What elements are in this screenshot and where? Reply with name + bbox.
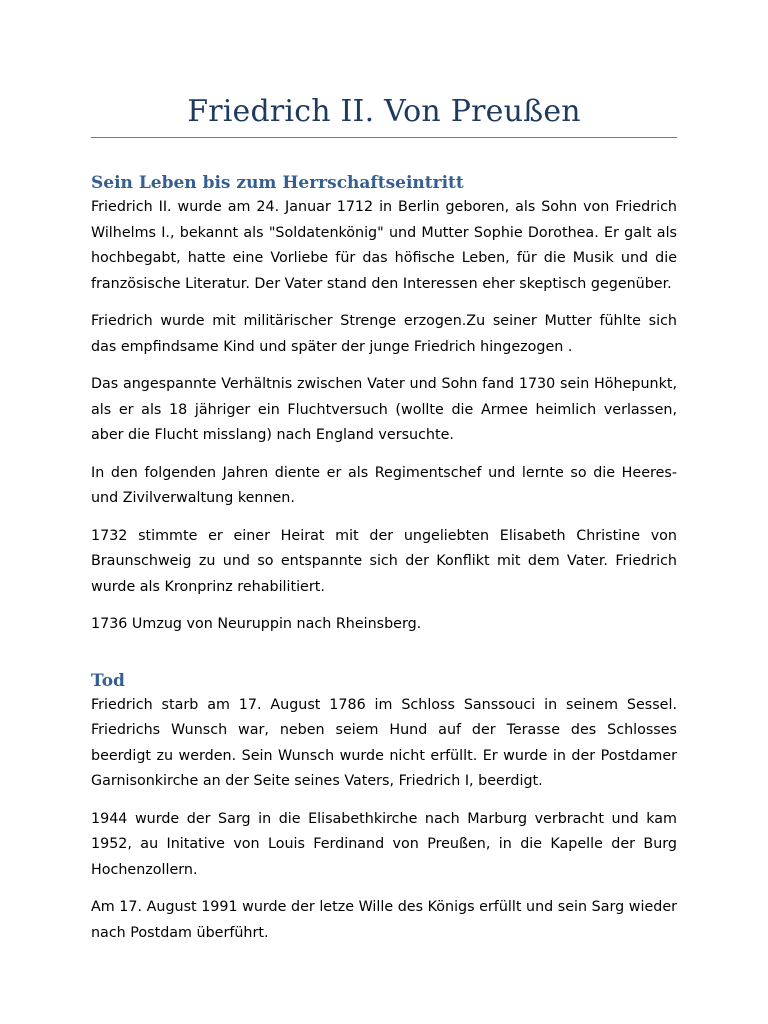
document-page: [91, 0, 677, 946]
document-title: Friedrich II. Von Preußen: [187, 94, 581, 129]
title-underline-divider: [91, 137, 677, 138]
paragraph-coffin-marburg: 1944 wurde der Sarg in die Elisabethkirche nach Marburg verbracht und kam 1952, au Initative von Louis Ferdinand von Preußen, in die Kapelle der Burg Hochenzollern.: [91, 810, 677, 878]
paragraph-upbringing: Friedrich wurde mit militärischer Strenge erzogen.Zu seiner Mutter fühlte sich das empfindsame Kind und später der junge Friedrich hingezogen .: [91, 313, 677, 355]
section-early-life: [91, 172, 677, 638]
paragraph-regiment: In den folgenden Jahren diente er als Regimentschef und lernte so die Heeres- und Zivilverwaltung kennen.: [91, 464, 677, 506]
paragraph-marriage: 1732 stimmte er einer Heirat mit der ungeliebten Elisabeth Christine von Braunschweig zu und so entspannte sich der Konflikt mit dem Vater. Friedrich wurde als Kronprinz rehabilitiert.: [91, 527, 677, 595]
paragraph-death: Friedrich starb am 17. August 1786 im Schloss Sanssouci in seinem Sessel. Friedrichs Wunsch war, neben seiem Hund auf der Terasse des Schlosses beerdigt zu werden. Sein Wunsch wurde nicht erfüllt. Er wurde in der Postdamer Garnisonkirche an der Seite seines Vaters, Friedrich I, beerdigt.: [91, 696, 677, 789]
paragraph-birth: Friedrich II. wurde am 24. Januar 1712 in Berlin geboren, als Sohn von Friedrich Wilhelms I., bekannt als "Soldatenkönig" und Mutter Sophie Dorothea. Er galt als hochbegabt, hatte eine Vorliebe für das höfische Leben, für die Musik und die französische Literatur. Der Vater stand den Interessen eher skeptisch gegenüber.: [91, 199, 677, 292]
section-heading-early-life: Sein Leben bis zum Herrschaftseintritt: [91, 173, 464, 193]
section-death: [91, 670, 677, 947]
paragraph-coffin-potsdam: Am 17. August 1991 wurde der letze Wille des Königs erfüllt und sein Sarg wieder nach Postdam überführt.: [91, 899, 677, 941]
paragraph-rheinsberg: 1736 Umzug von Neuruppin nach Rheinsberg.: [91, 616, 422, 632]
section-heading-death: Tod: [91, 670, 125, 691]
paragraph-escape-attempt: Das angespannte Verhältnis zwischen Vater und Sohn fand 1730 sein Höhepunkt, als er als 18 jähriger ein Fluchtversuch (wollte die Armee heimlich verlassen, aber die Flucht misslang) nach England versuchte.: [91, 376, 677, 443]
